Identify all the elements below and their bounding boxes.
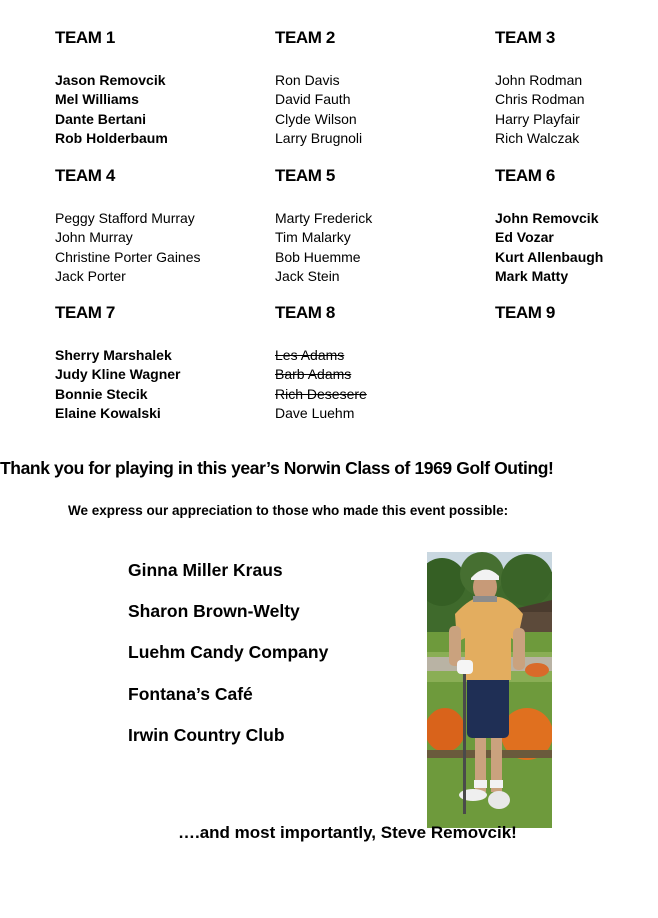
- team-block: [55, 166, 255, 286]
- team-member-list: [55, 209, 255, 286]
- team-title: TEAM 4: [55, 166, 115, 185]
- team-title: TEAM 8: [275, 303, 335, 322]
- team-member: John Removcik: [495, 210, 599, 226]
- appreciation-text: We express our appreciation to those who made this event possible:: [68, 503, 509, 518]
- team-block: [275, 28, 475, 148]
- team-block: [55, 28, 255, 148]
- team-member: Mel Williams: [55, 91, 139, 108]
- closing-message: ….and most importantly, Steve Removcik!: [178, 823, 517, 842]
- team-member: Ron Davis: [275, 72, 340, 88]
- team-member: Rob Holderbaum: [55, 129, 168, 146]
- team-member-list: [55, 71, 255, 148]
- team-member: Barb Adams: [275, 366, 352, 383]
- team-member-list: [275, 209, 475, 286]
- team-member: Ed Vozar: [495, 229, 554, 246]
- sponsor-list: [128, 560, 328, 766]
- team-member: Jack Porter: [55, 267, 126, 284]
- team-member: Les Adams: [275, 347, 345, 363]
- team-member: Mark Matty: [495, 267, 569, 284]
- team-title: TEAM 3: [495, 28, 555, 47]
- team-member-list: [275, 71, 475, 148]
- team-member: Judy Kline Wagner: [55, 366, 181, 383]
- team-title: TEAM 1: [55, 28, 115, 47]
- team-title: TEAM 2: [275, 28, 335, 47]
- team-block: [55, 303, 255, 423]
- team-member: Kurt Allenbaugh: [495, 248, 604, 265]
- team-block: [495, 28, 658, 148]
- team-member: Harry Playfair: [495, 110, 580, 127]
- team-title: TEAM 9: [495, 303, 555, 322]
- team-member: Chris Rodman: [495, 91, 585, 108]
- thank-you-heading: Thank you for playing in this year’s Norwin Class of 1969 Golf Outing!: [0, 458, 554, 478]
- team-member: Tim Malarky: [275, 229, 351, 246]
- team-member: Elaine Kowalski: [55, 404, 161, 421]
- team-member: Bob Huemme: [275, 248, 361, 265]
- team-member-list: [55, 346, 255, 423]
- team-member: Sherry Marshalek: [55, 347, 172, 363]
- team-block: [275, 303, 475, 423]
- team-title: TEAM 6: [495, 166, 555, 185]
- team-block: [495, 166, 658, 286]
- team-member: Marty Frederick: [275, 210, 373, 226]
- team-member: Dante Bertani: [55, 110, 147, 127]
- team-member: John Murray: [55, 229, 133, 246]
- team-member: Christine Porter Gaines: [55, 248, 201, 265]
- team-member: Rich Desesere: [275, 385, 367, 402]
- sponsor-item: Sharon Brown-Welty: [128, 601, 300, 622]
- sponsor-item: Irwin Country Club: [128, 724, 285, 745]
- team-member: Peggy Stafford Murray: [55, 210, 195, 226]
- team-member: Larry Brugnoli: [275, 129, 363, 146]
- team-title: TEAM 5: [275, 166, 335, 185]
- team-member: Bonnie Stecik: [55, 385, 148, 402]
- team-block: [275, 166, 475, 286]
- team-member: Dave Luehm: [275, 404, 355, 421]
- team-member: David Fauth: [275, 91, 351, 108]
- sponsor-item: Ginna Miller Kraus: [128, 560, 283, 580]
- team-member: Jack Stein: [275, 267, 340, 284]
- team-title: TEAM 7: [55, 303, 115, 322]
- team-member: Rich Walczak: [495, 129, 580, 146]
- golfer-photo: [427, 552, 552, 828]
- sponsor-item: Luehm Candy Company: [128, 642, 329, 663]
- team-member-list: [275, 346, 475, 423]
- team-member-list: [495, 71, 658, 148]
- team-member: John Rodman: [495, 72, 583, 88]
- team-block: [495, 303, 658, 346]
- team-member: Clyde Wilson: [275, 110, 357, 127]
- team-member: Jason Removcik: [55, 72, 166, 88]
- sponsor-item: Fontana’s Café: [128, 683, 253, 704]
- team-member-list: [495, 209, 658, 286]
